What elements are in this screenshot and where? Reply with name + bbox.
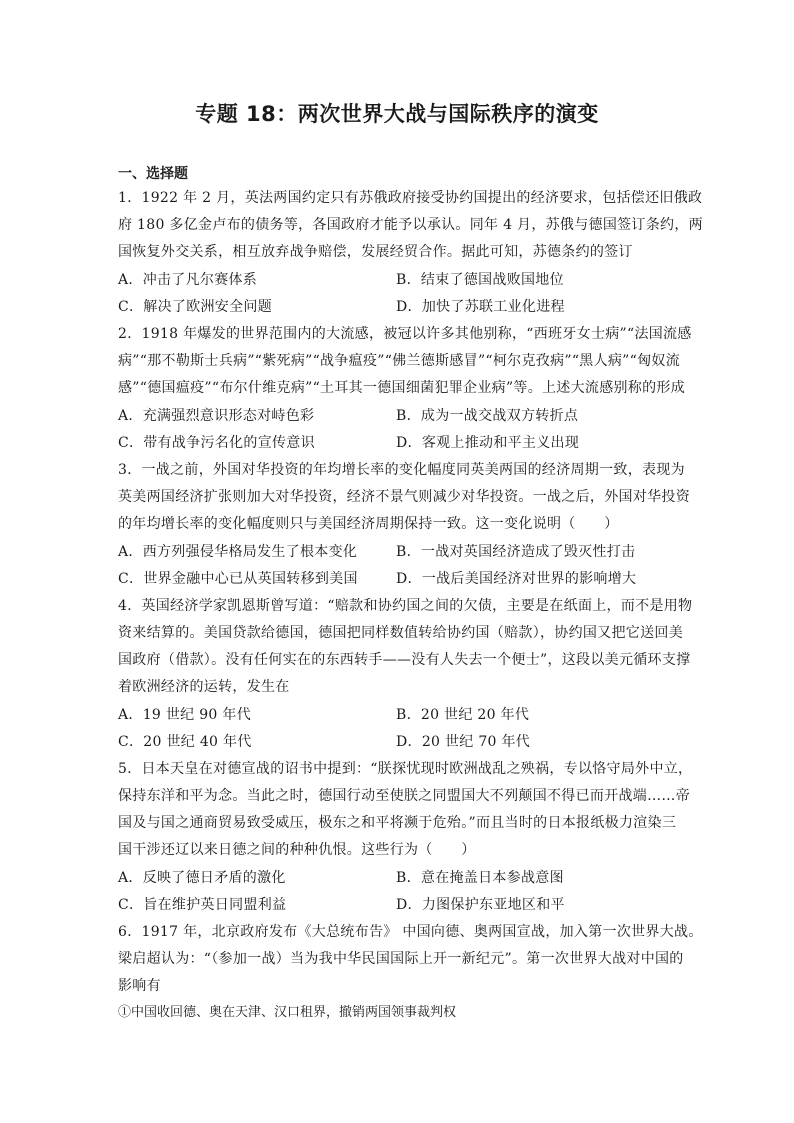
q4-option-c: C．20 世纪 40 年代 xyxy=(118,734,252,750)
q1-option-b: B．结束了德国战败国地位 xyxy=(396,272,564,288)
q3-option-b: B．一战对英国经济造成了毁灭性打击 xyxy=(396,544,636,560)
q2-option-d: D．客观上推动和平主义出现 xyxy=(396,435,580,451)
q5-line-4: 国干涉还辽以来日德之间的种种仇恨。这些行为（ ） xyxy=(118,842,476,858)
section-heading: 一、选择题 xyxy=(118,166,188,182)
q5-line-1: 5．日本天皇在对德宣战的诏书中提到：“朕探忧现时欧洲战乱之殃祸，专以恪守局外中立， xyxy=(118,761,693,777)
q5-line-3: 国及与国之通商贸易致受威压，极东之和平将濒于危殆。”而且当时的日本报纸极力渲染三 xyxy=(118,815,677,831)
q2-option-c: C．带有战争污名化的宣传意识 xyxy=(118,435,315,451)
q5-option-d: D．力图保护东亚地区和平 xyxy=(396,897,565,913)
q4-line-1: 4．英国经济学家凯恩斯曾写道：“赔款和协约国之间的欠债，主要是在纸面上，而不是用物 xyxy=(118,598,693,614)
q3-line-3: 的年均增长率的变化幅度则只与美国经济周期保持一致。这一变化说明（ ） xyxy=(118,516,619,532)
q3-line-2: 英美两国经济扩张则加大对华投资，经济不景气则减少对华投资。一战之后，外国对华投资 xyxy=(118,489,690,505)
q2-line-1: 2．1918 年爆发的世界范围内的大流感，被冠以许多其他别称，“西班牙女士病”“法国流感 xyxy=(118,326,692,342)
q3-option-d: D．一战后美国经济对世界的影响增大 xyxy=(396,571,637,587)
q4-line-3: 国政府（借款）。没有任何实在的东西转手——没有人失去一个便士”，这段以美元循环支撑 xyxy=(118,652,691,668)
q6-line-1: 6．1917 年，北京政府发布《大总统布告》 中国向德、奥两国宣战，加入第一次世界大战。 xyxy=(118,924,703,940)
q2-line-3: 感”“德国瘟疫”“布尔什维克病”“土耳其一德国细菌犯罪企业病”等。上述大流感别称的形成 xyxy=(118,380,685,396)
q5-line-2: 保持东洋和平为念。当此之时，德国行动至使朕之同盟国大不列颠国不得已而开战端……帝 xyxy=(118,788,690,804)
q2-option-b: B．成为一战交战双方转折点 xyxy=(396,408,579,424)
q5-option-b: B．意在掩盖日本参战意图 xyxy=(396,870,564,886)
q1-line-2: 府 180 多亿金卢布的债务等，各国政府才能予以承认。同年 4 月，苏俄与德国签订条约，两 xyxy=(118,217,703,233)
q4-option-a: A．19 世纪 90 年代 xyxy=(118,707,251,723)
q2-option-a: A．充满强烈意识形态对峙色彩 xyxy=(118,408,315,424)
q3-option-c: C．世界金融中心已从英国转移到美国 xyxy=(118,571,358,587)
q3-option-a: A．西方列强侵华格局发生了根本变化 xyxy=(118,544,358,560)
q1-line-3: 国恢复外交关系，相互放弃战争赔偿，发展经贸合作。据此可知，苏德条约的签订 xyxy=(118,244,633,260)
q1-option-a: A．冲击了凡尔赛体系 xyxy=(118,272,258,288)
q1-option-c: C．解决了欧洲安全问题 xyxy=(118,299,273,315)
q6-line-2: 梁启超认为：“（参加一战）当为我中华民国国际上开一新纪元”。第一次世界大战对中国的 xyxy=(118,951,684,967)
q1-line-1: 1．1922 年 2 月，英法两国约定只有苏俄政府接受协约国提出的经济要求，包括偿还旧俄政 xyxy=(118,190,703,206)
q3-line-1: 3．一战之前，外国对华投资的年均增长率的变化幅度同英美两国的经济周期一致，表现为 xyxy=(118,462,685,478)
q4-line-2: 资来结算的。美国贷款给德国，德国把同样数值转给协约国（赔款），协约国又把它送回美 xyxy=(118,625,683,641)
q1-option-d: D．加快了苏联工业化进程 xyxy=(396,299,565,315)
q5-option-c: C．旨在维护英日同盟利益 xyxy=(118,897,287,913)
q5-option-a: A．反映了德日矛盾的激化 xyxy=(118,870,286,886)
q4-line-4: 着欧洲经济的运转，发生在 xyxy=(118,679,290,695)
q6-item-1: ①中国收回德、奥在天津、汉口租界，撤销两国领事裁判权 xyxy=(118,1005,457,1020)
q4-option-b: B．20 世纪 20 年代 xyxy=(396,707,530,723)
q4-option-d: D．20 世纪 70 年代 xyxy=(396,734,531,750)
q2-line-2: 病”“那不勒斯士兵病”“紫死病”“战争瘟疫”“佛兰德斯感冒”“柯尔克孜病”“黑人病”“匈奴流 xyxy=(118,353,680,369)
page-title: 专题 18：两次世界大战与国际秩序的演变 xyxy=(195,102,599,126)
q6-line-3: 影响有 xyxy=(118,978,161,994)
